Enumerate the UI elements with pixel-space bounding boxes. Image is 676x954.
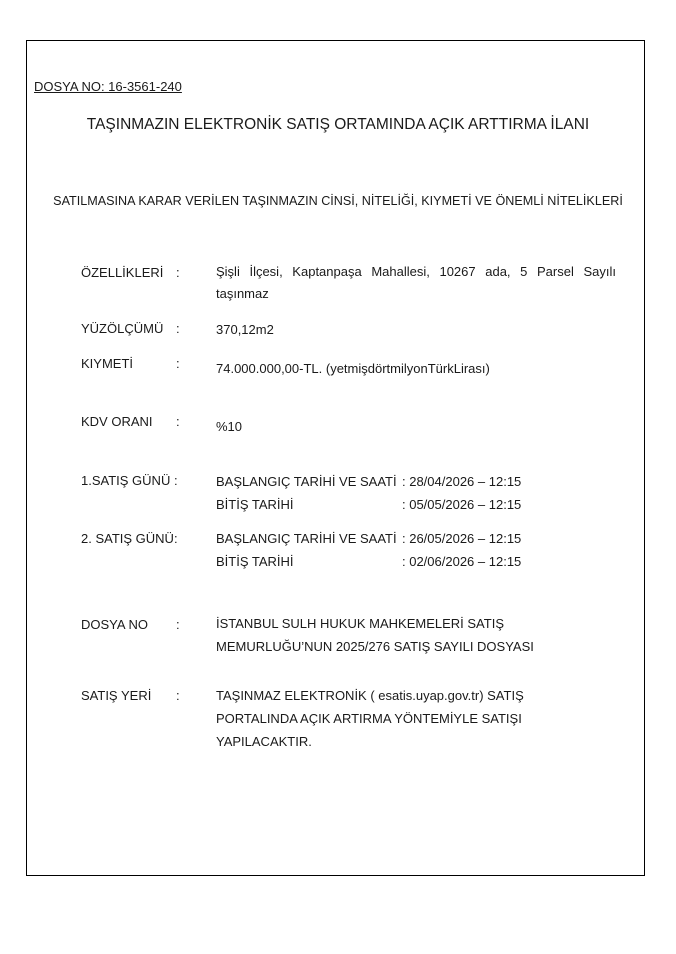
kdv-value: %10 [216,419,243,434]
yuzolcumu-label: YÜZÖLÇÜMÜ [81,321,164,336]
dosya-no-colon: : [176,617,180,632]
satis2-end-value: : 02/06/2026 – 12:15 [402,554,522,569]
dosya-no-label: DOSYA NO [81,617,148,632]
page-title: TAŞINMAZIN ELEKTRONİK SATIŞ ORTAMINDA AÇIK ARTTIRMA İLANI [86,116,590,133]
kiymeti-label: KIYMETİ [81,356,134,371]
satis2-start-value: : 26/05/2026 – 12:15 [402,531,522,546]
satis-yeri-colon: : [176,688,180,703]
kiymeti-value: 74.000.000,00-TL. (yetmişdörtmilyonTürkLirası) [216,361,490,376]
satis-yeri-label: SATIŞ YERİ [81,688,152,703]
satis1-start-label: BAŞLANGIÇ TARİHİ VE SAATİ [216,474,397,489]
satis2-end-label: BİTİŞ TARİHİ [216,554,294,569]
satis1-start-value: : 28/04/2026 – 12:15 [402,474,522,489]
dosya-no-value: İSTANBUL SULH HUKUK MAHKEMELERİ SATIŞ MEMURLUĞU’NUN 2025/276 SATIŞ SAYILI DOSYASI [216,616,534,654]
file-number: DOSYA NO: 16-3561-240 [34,79,182,94]
yuzolcumu-colon: : [176,321,180,336]
satis2-label: 2. SATIŞ GÜNÜ: [81,531,178,546]
satis-yeri-value: TAŞINMAZ ELEKTRONİK ( esatis.uyap.gov.tr) SATIŞ PORTALINDA AÇIK ARTIRMA YÖNTEMİYLE SATIŞI YAPILACAKTIR. [216,688,524,749]
satis1-label: 1.SATIŞ GÜNÜ : [81,473,178,488]
ozellikleri-value: Şişli İlçesi, Kaptanpaşa Mahallesi, 10267 ada, 5 Parsel Sayılı taşınmaz [216,264,616,301]
page-subtitle: SATILMASINA KARAR VERİLEN TAŞINMAZIN CİNSİ, NİTELİĞİ, KIYMETİ VE ÖNEMLİ NİTELİKLERİ [53,194,623,208]
satis1-end-value: : 05/05/2026 – 12:15 [402,497,522,512]
ozellikleri-colon: : [176,265,180,280]
satis2-start-label: BAŞLANGIÇ TARİHİ VE SAATİ [216,531,397,546]
kdv-colon: : [176,414,180,429]
ozellikleri-label: ÖZELLİKLERİ [81,265,164,280]
satis1-end-label: BİTİŞ TARİHİ [216,497,294,512]
kiymeti-colon: : [176,356,180,371]
yuzolcumu-value: 370,12m2 [216,322,274,337]
kdv-label: KDV ORANI [81,414,153,429]
